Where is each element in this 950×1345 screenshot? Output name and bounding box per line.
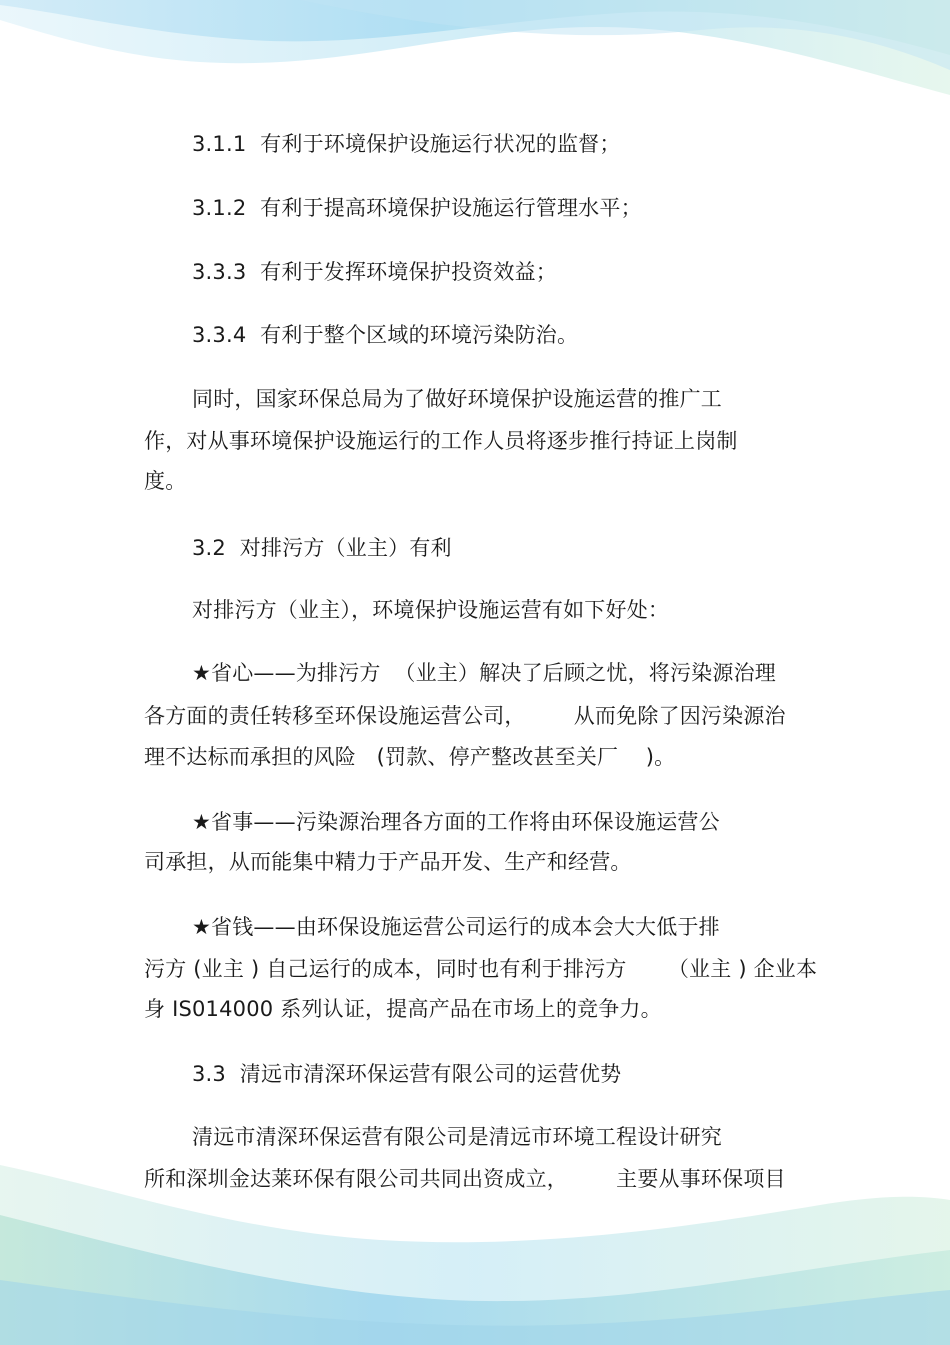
benefit-effort-line-1: ★省事——污染源治理各方面的工作将由环保设施运营公 [192,810,720,834]
paragraph-company-line-1: 清远市清深环保运营有限公司是清远市环境工程设计研究 [192,1125,722,1149]
item-3-1-2: 3.1.2 有利于提高环境保护设施运行管理水平； [192,196,642,220]
paragraph-policy-line-2: 作，对从事环境保护设施运行的工作人员将逐步推行持证上岗制 [144,429,738,453]
intro-3-2: 对排污方（业主），环境保护设施运营有如下好处： [192,598,670,622]
benefit-heart-line-1: ★省心——为排污方 （业主）解决了后顾之忧，将污染源治理 [192,661,776,685]
paragraph-policy-line-1: 同时，国家环保总局为了做好环境保护设施运营的推广工 [192,387,722,411]
paragraph-company-line-2: 所和深圳金达莱环保有限公司共同出资成立， 主要从事环保项目 [144,1167,786,1191]
section-heading-3-3: 3.3 清远市清深环保运营有限公司的运营优势 [192,1062,622,1086]
benefit-heart-line-2: 各方面的责任转移至环保设施运营公司， 从而免除了因污染源治 [144,704,786,728]
item-3-3-3: 3.3.3 有利于发挥环境保护投资效益； [192,260,557,284]
paragraph-policy-line-3: 度。 [144,469,187,493]
item-3-3-4: 3.3.4 有利于整个区域的环境污染防治。 [192,323,579,347]
benefit-money-line-3: 身 IS014000 系列认证，提高产品在市场上的竞争力。 [144,997,662,1021]
item-3-1-1: 3.1.1 有利于环境保护设施运行状况的监督； [192,132,621,156]
section-heading-3-2: 3.2 对排污方（业主）有利 [192,536,452,560]
benefit-effort-line-2: 司承担，从而能集中精力于产品开发、生产和经营。 [144,850,632,874]
benefit-heart-line-3: 理不达标而承担的风险 (罚款、停产整改甚至关厂 )。 [144,745,676,769]
benefit-money-line-2: 污方 (业主 ) 自己运行的成本，同时也有利于排污方 （业主 ) 企业本 [144,957,818,981]
benefit-money-line-1: ★省钱——由环保设施运营公司运行的成本会大大低于排 [192,915,720,939]
